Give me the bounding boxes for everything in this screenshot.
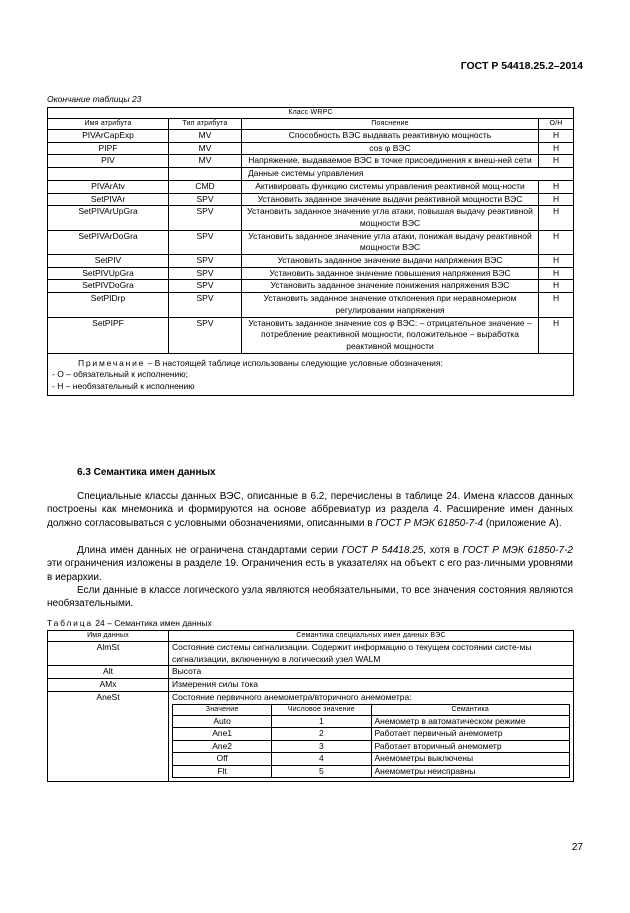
attribute-type: MV xyxy=(169,155,242,168)
numeric-value-cell: 1 xyxy=(272,715,371,728)
attribute-type: SPV xyxy=(169,230,242,254)
column-header: О/Н xyxy=(539,119,574,130)
attribute-description: cos φ ВЭС xyxy=(242,142,539,155)
table-row xyxy=(173,728,570,741)
semantics-cell: Работает первичный анемометр xyxy=(371,728,570,741)
page-number: 27 xyxy=(571,842,583,853)
attribute-type: SPV xyxy=(169,280,242,293)
data-semantics-cell: Состояние системы сигнализации. Содержит информацию о текущем состоянии систе-мы сигнализации, включенную в логический узел WALM xyxy=(169,642,574,666)
attribute-description: Установить заданное значение повышения напряжения ВЭС xyxy=(242,267,539,280)
attribute-type: SPV xyxy=(169,267,242,280)
attribute-description: Активировать функцию системы управления реактивной мощ-ности xyxy=(242,180,539,193)
semantics-cell: Работает вторичный анемометр xyxy=(371,740,570,753)
numeric-value-cell: 5 xyxy=(272,765,371,778)
note-row xyxy=(48,353,574,396)
note-text: – В настоящей таблице использованы следующие условные обозначения: xyxy=(145,357,443,368)
table-row xyxy=(48,293,574,317)
table-row xyxy=(48,180,574,193)
table-row xyxy=(48,280,574,293)
attribute-name: SetPIDrp xyxy=(48,293,169,317)
table-row xyxy=(48,142,574,155)
column-header: Имя атрибута xyxy=(48,119,169,130)
attribute-name: PIV xyxy=(48,155,169,168)
table-row xyxy=(173,715,570,728)
numeric-value-cell: 2 xyxy=(272,728,371,741)
column-header: Семантика специальных имен данных ВЭС xyxy=(169,631,574,642)
numeric-value-cell: 3 xyxy=(272,740,371,753)
data-semantics-cell: Измерения силы тока xyxy=(169,679,574,692)
attribute-description: Установить заданное значение понижения напряжения ВЭС xyxy=(242,280,539,293)
reference: ГОСТ Р МЭК 61850-7-2 xyxy=(462,545,573,556)
table-24-caption: Таблица 24 – Семантика имен данных xyxy=(47,618,212,628)
anest-values-table xyxy=(172,704,570,779)
paragraph-1: Специальные классы данных ВЭС, описанные в 6.2, перечислены в таблице 24. Имена классов данных построены как мнемоника и формируются на основе аббревиатур из раздела 4. Расширение имен данных должно согласовываться с условными обозначениями, описанными в ГОСТ Р МЭК 61850-7-4 (приложение А). xyxy=(47,491,573,529)
attribute-type: CMD xyxy=(169,180,242,193)
table-row xyxy=(173,753,570,766)
note-line: - Н – необязательный к исполнению xyxy=(52,380,195,391)
attribute-description: Установить заданное значение угла атаки, понижая выдачу реактивной мощности ВЭС xyxy=(242,230,539,254)
column-header: Значение xyxy=(173,704,272,715)
table-23-caption: Окончание таблицы 23 xyxy=(47,94,142,104)
table-23 xyxy=(47,107,574,396)
value-cell: Off xyxy=(173,753,272,766)
reference: ГОСТ Р 54418.25 xyxy=(341,545,424,556)
value-cell: Flt xyxy=(173,765,272,778)
attribute-description: Способность ВЭС выдавать реактивную мощность xyxy=(242,130,539,143)
table-row xyxy=(48,666,574,679)
subheader-label: Данные системы управления xyxy=(242,168,574,181)
attribute-mandatory: Н xyxy=(539,193,574,206)
attribute-mandatory: Н xyxy=(539,206,574,230)
attribute-name: SetPIV xyxy=(48,255,169,268)
data-name-cell: AneSt xyxy=(48,691,169,781)
attribute-mandatory: Н xyxy=(539,267,574,280)
attribute-mandatory: Н xyxy=(539,280,574,293)
table-row xyxy=(48,255,574,268)
table-row xyxy=(48,193,574,206)
attribute-mandatory: Н xyxy=(539,293,574,317)
semantics-cell: Анемометр в автоматическом режиме xyxy=(371,715,570,728)
attribute-name: SetPIVUpGra xyxy=(48,267,169,280)
attribute-name: PIVArAtv xyxy=(48,180,169,193)
attribute-name: PIVArCapExp xyxy=(48,130,169,143)
attribute-mandatory: Н xyxy=(539,317,574,353)
attribute-name: SetPIVArUpGra xyxy=(48,206,169,230)
numeric-value-cell: 4 xyxy=(272,753,371,766)
section-heading: 6.3 Семантика имен данных xyxy=(77,467,216,478)
attribute-description: Напряжение, выдаваемое ВЭС в точке присоединения к внеш-ней сети xyxy=(242,155,539,168)
attribute-mandatory: Н xyxy=(539,155,574,168)
table-row xyxy=(48,317,574,353)
paragraph-2: Длина имен данных не ограничена стандартами серии ГОСТ Р 54418.25, хотя в ГОСТ Р МЭК 61850-7-2 эти ограничения изложены в разделе 19. Ограничения есть в указателях на объект с его раз-личными уровнями в иерархии. xyxy=(47,545,573,583)
column-header: Числовое значение xyxy=(272,704,371,715)
table-row xyxy=(48,206,574,230)
standard-id: ГОСТ Р 54418.25.2–2014 xyxy=(460,60,583,72)
attribute-type: SPV xyxy=(169,206,242,230)
column-header: Семантика xyxy=(371,704,570,715)
table-row xyxy=(48,679,574,692)
attribute-name: SetPIVDoGra xyxy=(48,280,169,293)
attribute-name: SetPIVAr xyxy=(48,193,169,206)
semantics-cell: Анемометры неисправны xyxy=(371,765,570,778)
data-name-cell: AMx xyxy=(48,679,169,692)
attribute-mandatory: Н xyxy=(539,130,574,143)
data-name-cell: Alt xyxy=(48,666,169,679)
data-semantics-cell: Высота xyxy=(169,666,574,679)
data-name-cell: AlmSt xyxy=(48,642,169,666)
reference: ГОСТ Р МЭК 61850-7-4 xyxy=(375,517,484,529)
attribute-description: Установить заданное значение отклонения при неравномерном регулировании напряжения xyxy=(242,293,539,317)
table-row xyxy=(173,740,570,753)
attribute-type: MV xyxy=(169,130,242,143)
note-label: Примечание xyxy=(78,357,146,368)
table-row xyxy=(48,267,574,280)
note-line: - О – обязательный к исполнению; xyxy=(52,369,189,380)
attribute-type: SPV xyxy=(169,255,242,268)
anest-description: Состояние первичного анемометра/вторичного анемометра: xyxy=(172,691,412,702)
value-cell: Auto xyxy=(173,715,272,728)
attribute-type: MV xyxy=(169,142,242,155)
table-row xyxy=(48,642,574,666)
attribute-type: SPV xyxy=(169,193,242,206)
attribute-mandatory: Н xyxy=(539,180,574,193)
attribute-type: SPV xyxy=(169,317,242,353)
attribute-description: Установить заданное значение выдачи напряжения ВЭС xyxy=(242,255,539,268)
attribute-name: SetPIPF xyxy=(48,317,169,353)
subheader-row xyxy=(48,168,574,181)
value-cell: Ane1 xyxy=(173,728,272,741)
attribute-mandatory: Н xyxy=(539,230,574,254)
column-header: Пояснение xyxy=(242,119,539,130)
paragraph-3: Если данные в классе логического узла являются необязательными, то все значения состояния являются необязательными. xyxy=(47,585,573,610)
attribute-description: Установить заданное значение выдачи реактивной мощности ВЭС xyxy=(242,193,539,206)
table-note xyxy=(48,353,574,396)
attribute-name: PIPF xyxy=(48,142,169,155)
value-cell: Ane2 xyxy=(173,740,272,753)
attribute-description: Установить заданное значение угла атаки, повышая выдачу реактивной мощности ВЭС xyxy=(242,206,539,230)
semantics-cell: Анемометры выключены xyxy=(371,753,570,766)
attribute-mandatory: Н xyxy=(539,255,574,268)
table-row xyxy=(48,155,574,168)
attribute-type: SPV xyxy=(169,293,242,317)
table-row xyxy=(48,130,574,143)
table-24 xyxy=(47,630,574,782)
table-row xyxy=(48,230,574,254)
table-row xyxy=(173,765,570,778)
table-row xyxy=(48,691,574,781)
attribute-name: SetPIVArDoGra xyxy=(48,230,169,254)
column-header: Тип атрибута xyxy=(169,119,242,130)
attribute-description: Установить заданное значение cos φ ВЭС: – отрицательное значение – потребление реактивной мощности, положительное – выработка реактивной мощности xyxy=(242,317,539,353)
column-header: Имя данных xyxy=(48,631,169,642)
class-title: Класс WRPC xyxy=(48,108,574,119)
attribute-mandatory: Н xyxy=(539,142,574,155)
